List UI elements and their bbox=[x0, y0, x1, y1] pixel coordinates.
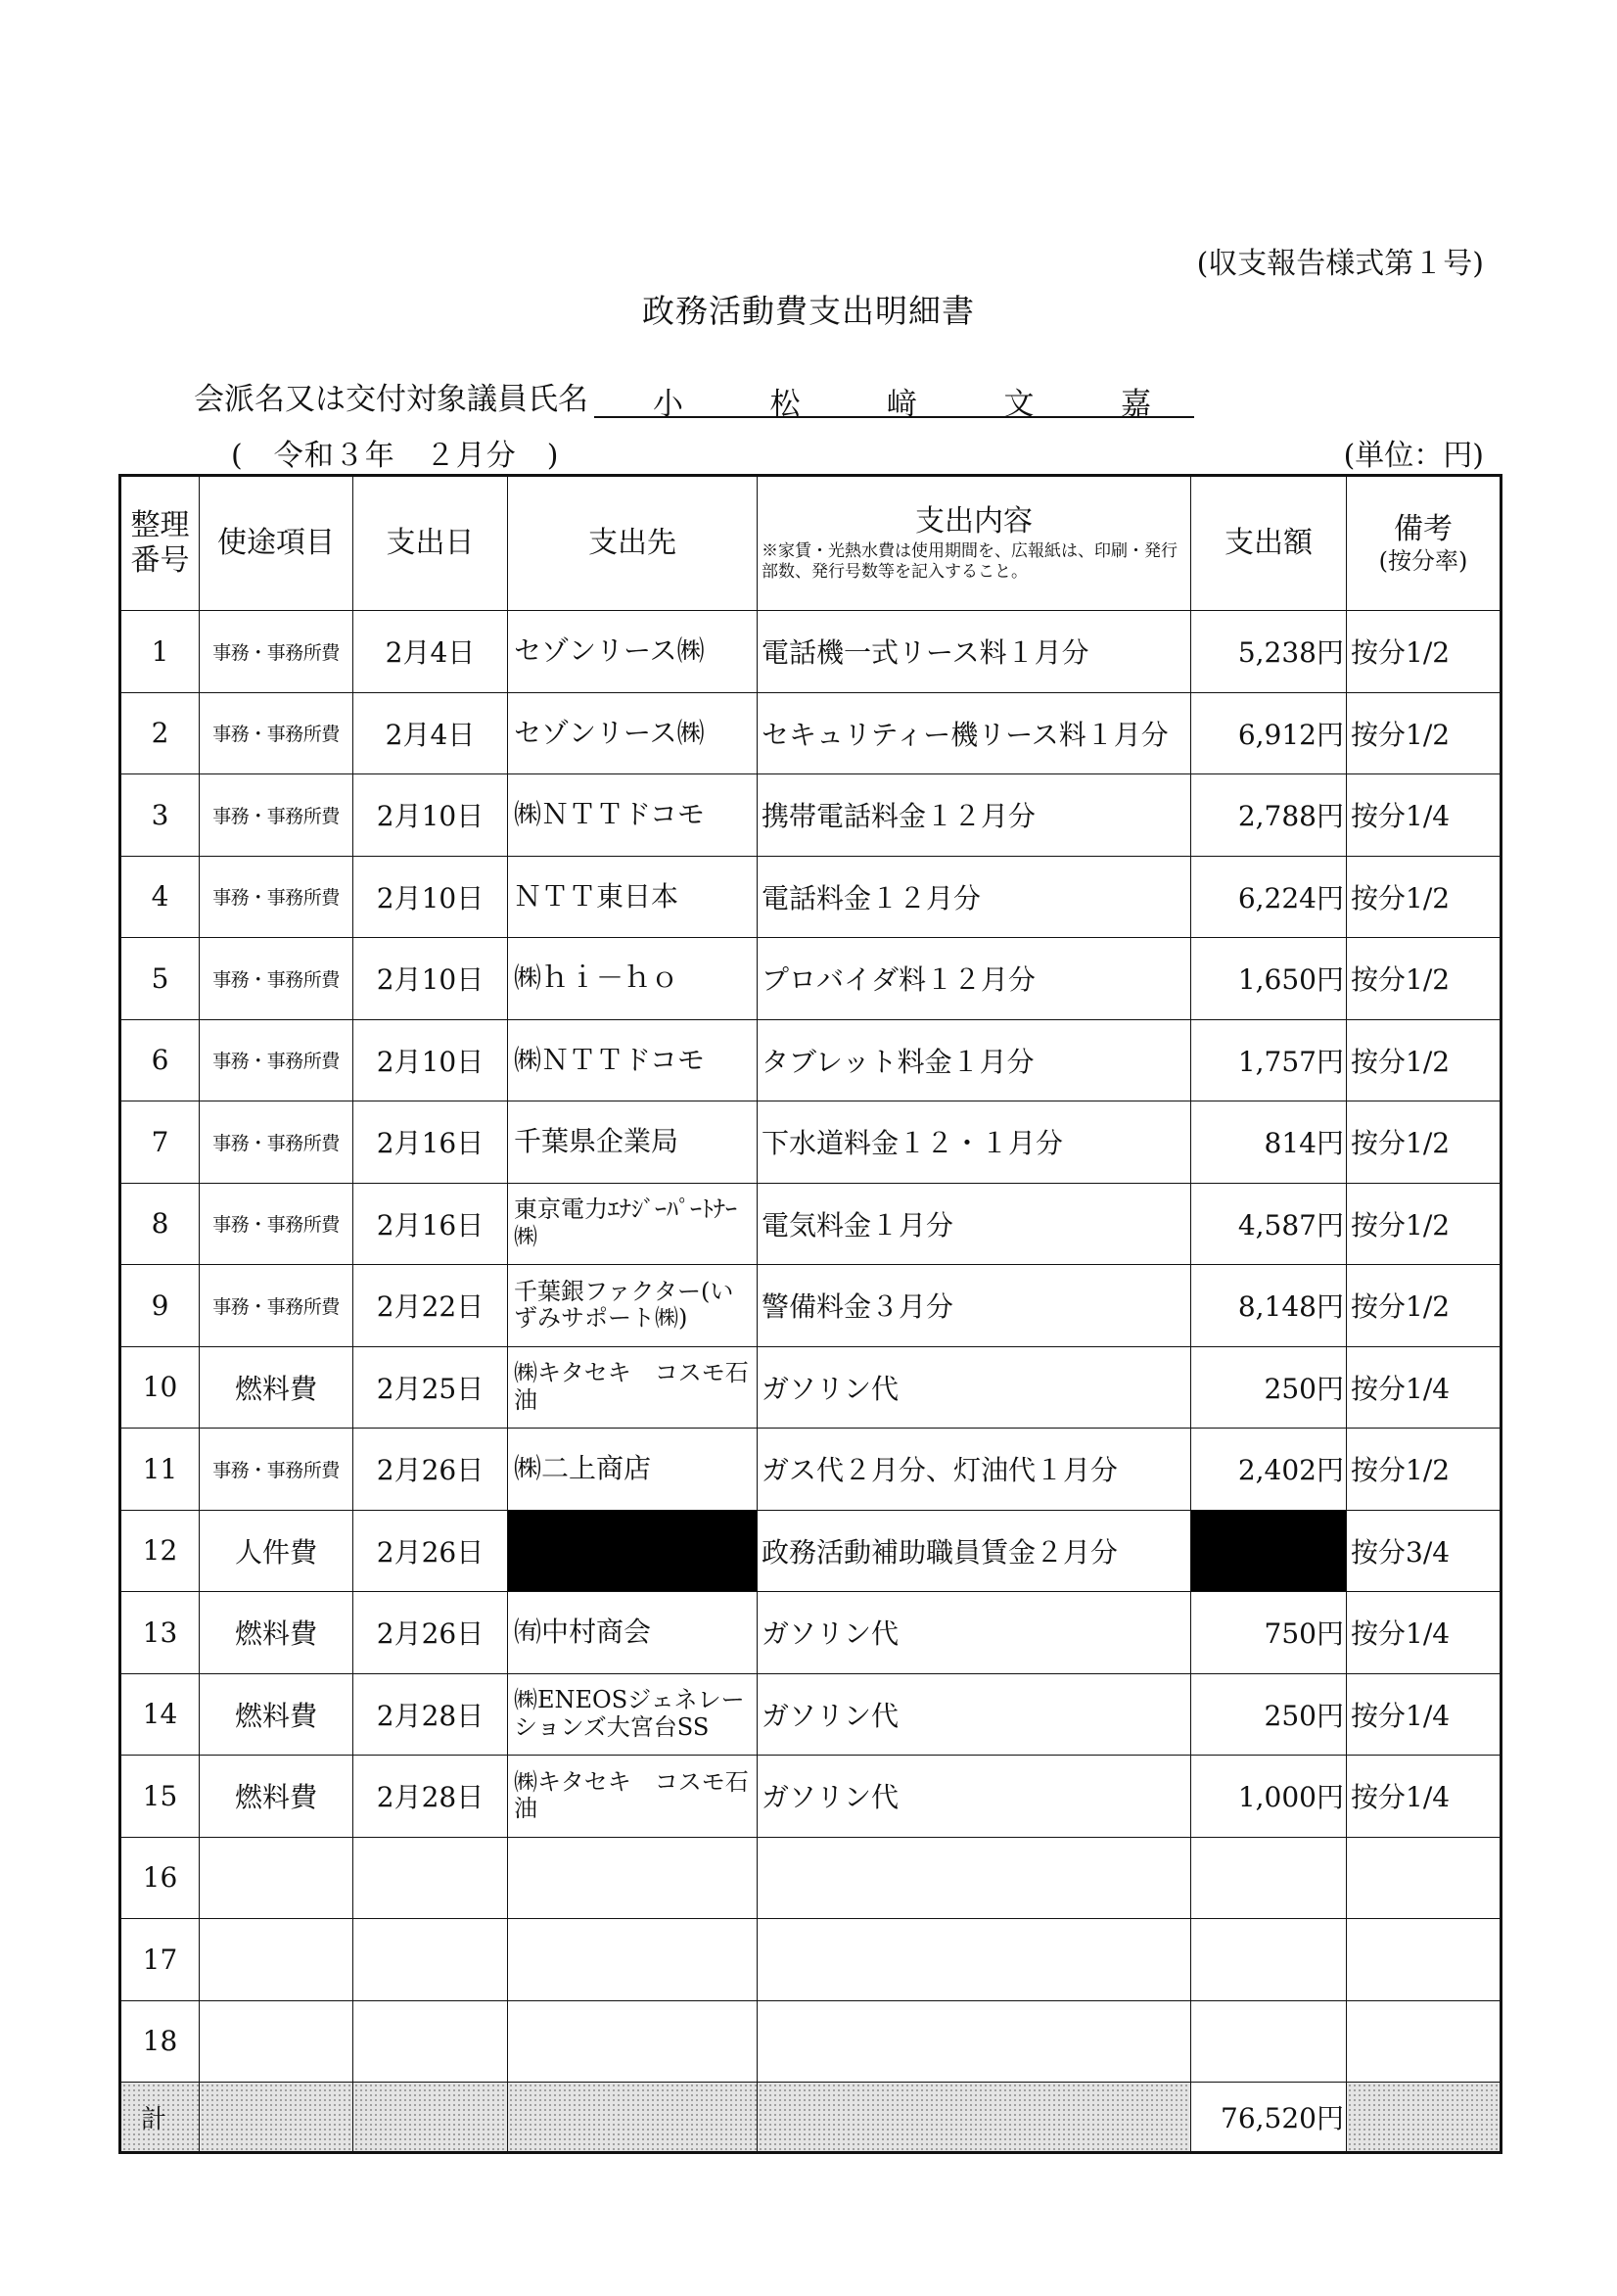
amount-cell: 1,650円 bbox=[1191, 938, 1347, 1020]
member-name-char: 文 bbox=[1003, 387, 1035, 422]
table-header-row bbox=[120, 476, 1502, 611]
header-remark-sub: (按分率) bbox=[1378, 546, 1468, 575]
row-number: 8 bbox=[120, 1183, 200, 1265]
purpose-cell: 燃料費 bbox=[200, 1592, 353, 1674]
payee-cell: セゾンリース㈱ bbox=[508, 611, 758, 693]
header-no: 整理番号 bbox=[120, 476, 200, 611]
purpose-cell: 事務・事務所費 bbox=[200, 1019, 353, 1101]
content-cell: 電気料金１月分 bbox=[758, 1183, 1191, 1265]
payee-cell: ㈱ENEOSジェネレーションズ大宮台SS bbox=[508, 1673, 758, 1756]
content-cell bbox=[758, 1837, 1191, 1919]
remark-cell: 按分1/2 bbox=[1347, 1019, 1502, 1101]
content-cell: 警備料金３月分 bbox=[758, 1265, 1191, 1347]
remark-cell: 按分1/2 bbox=[1347, 1101, 1502, 1184]
table-cell bbox=[353, 2083, 508, 2153]
remark-cell: 按分1/4 bbox=[1347, 1346, 1502, 1429]
total-amount: 76,520円 bbox=[1191, 2083, 1347, 2153]
unit-label: (単位：円) bbox=[1343, 439, 1484, 473]
content-cell: プロバイダ料１２月分 bbox=[758, 938, 1191, 1020]
total-row bbox=[120, 2083, 1502, 2153]
remark-cell: 按分3/4 bbox=[1347, 1510, 1502, 1592]
date-cell bbox=[353, 2000, 508, 2083]
content-cell: セキュリティー機リース料１月分 bbox=[758, 692, 1191, 774]
row-number: 9 bbox=[120, 1265, 200, 1347]
redacted-cell bbox=[1191, 1510, 1347, 1592]
row-number: 10 bbox=[120, 1346, 200, 1429]
row-number: 1 bbox=[120, 611, 200, 693]
date-cell: 2月10日 bbox=[353, 938, 508, 1020]
header-content-note: ※家賃・光熱水費は使用期間を、広報紙は、印刷・発行部数、発行号数等を記入すること。 bbox=[762, 540, 1178, 582]
row-number: 3 bbox=[120, 774, 200, 857]
payee-cell bbox=[508, 1919, 758, 2001]
remark-cell: 按分1/2 bbox=[1347, 938, 1502, 1020]
amount-cell: 1,000円 bbox=[1191, 1756, 1347, 1838]
remark-cell bbox=[1347, 1837, 1502, 1919]
table-row bbox=[120, 1756, 1502, 1838]
header-remark-label: 備考 bbox=[1394, 511, 1453, 546]
content-cell: 携帯電話料金１２月分 bbox=[758, 774, 1191, 857]
row-number: 17 bbox=[120, 1919, 200, 2001]
purpose-cell: 事務・事務所費 bbox=[200, 774, 353, 857]
form-number: (収支報告様式第１号) bbox=[1196, 247, 1484, 281]
row-number: 16 bbox=[120, 1837, 200, 1919]
content-cell: ガソリン代 bbox=[758, 1592, 1191, 1674]
payee-cell bbox=[508, 2000, 758, 2083]
table-row bbox=[120, 692, 1502, 774]
header-remark bbox=[1347, 476, 1502, 611]
table-row bbox=[120, 1019, 1502, 1101]
purpose-cell: 燃料費 bbox=[200, 1673, 353, 1756]
purpose-cell: 人件費 bbox=[200, 1510, 353, 1592]
row-number: 5 bbox=[120, 938, 200, 1020]
amount-cell bbox=[1191, 1837, 1347, 1919]
amount-cell bbox=[1191, 2000, 1347, 2083]
remark-cell: 按分1/4 bbox=[1347, 774, 1502, 857]
purpose-cell: 事務・事務所費 bbox=[200, 938, 353, 1020]
header-amount: 支出額 bbox=[1191, 476, 1347, 611]
remark-cell: 按分1/2 bbox=[1347, 611, 1502, 693]
table-row bbox=[120, 1510, 1502, 1592]
date-cell: 2月26日 bbox=[353, 1429, 508, 1511]
table-row bbox=[120, 2000, 1502, 2083]
row-number: 12 bbox=[120, 1510, 200, 1592]
date-cell: 2月10日 bbox=[353, 1019, 508, 1101]
header-purpose: 使途項目 bbox=[200, 476, 353, 611]
remark-cell: 按分1/4 bbox=[1347, 1756, 1502, 1838]
row-number: 18 bbox=[120, 2000, 200, 2083]
table-cell bbox=[1347, 2083, 1502, 2153]
purpose-cell bbox=[200, 2000, 353, 2083]
amount-cell: 1,757円 bbox=[1191, 1019, 1347, 1101]
purpose-cell: 事務・事務所費 bbox=[200, 856, 353, 938]
table-cell bbox=[508, 2083, 758, 2153]
remark-cell bbox=[1347, 1919, 1502, 2001]
header-date: 支出日 bbox=[353, 476, 508, 611]
date-cell: 2月26日 bbox=[353, 1592, 508, 1674]
date-cell: 2月28日 bbox=[353, 1756, 508, 1838]
remark-cell: 按分1/4 bbox=[1347, 1592, 1502, 1674]
amount-cell: 250円 bbox=[1191, 1673, 1347, 1756]
header-content-label: 支出内容 bbox=[915, 503, 1033, 539]
amount-cell: 6,912円 bbox=[1191, 692, 1347, 774]
payee-cell: ㈱キタセキ コスモ石油 bbox=[508, 1346, 758, 1429]
payee-cell bbox=[508, 1837, 758, 1919]
date-cell: 2月25日 bbox=[353, 1346, 508, 1429]
purpose-cell: 事務・事務所費 bbox=[200, 1429, 353, 1511]
content-cell: 電話料金１２月分 bbox=[758, 856, 1191, 938]
payee-cell: ＮＴＴ東日本 bbox=[508, 856, 758, 938]
payee-cell: セゾンリース㈱ bbox=[508, 692, 758, 774]
date-cell: 2月26日 bbox=[353, 1510, 508, 1592]
amount-cell: 814円 bbox=[1191, 1101, 1347, 1184]
member-name-char: 小 bbox=[653, 387, 683, 422]
payee-cell: ㈱キタセキ コスモ石油 bbox=[508, 1756, 758, 1838]
member-name-char: 松 bbox=[769, 387, 801, 422]
remark-cell: 按分1/2 bbox=[1347, 1429, 1502, 1511]
content-cell bbox=[758, 2000, 1191, 2083]
table-row bbox=[120, 611, 1502, 693]
content-cell: ガス代２月分、灯油代１月分 bbox=[758, 1429, 1191, 1511]
table-row bbox=[120, 1265, 1502, 1347]
date-cell: 2月16日 bbox=[353, 1183, 508, 1265]
table-row bbox=[120, 938, 1502, 1020]
total-label: 計 bbox=[120, 2083, 200, 2153]
header-payee: 支出先 bbox=[508, 476, 758, 611]
table-cell bbox=[200, 2083, 353, 2153]
amount-cell: 2,402円 bbox=[1191, 1429, 1347, 1511]
expense-table bbox=[118, 474, 1502, 2154]
table-row bbox=[120, 1101, 1502, 1184]
table-row bbox=[120, 774, 1502, 857]
member-name-row bbox=[194, 374, 1194, 422]
payee-cell: ㈱ＮＴＴドコモ bbox=[508, 1019, 758, 1101]
date-cell: 2月4日 bbox=[353, 611, 508, 693]
row-number: 13 bbox=[120, 1592, 200, 1674]
table-row bbox=[120, 1592, 1502, 1674]
purpose-cell bbox=[200, 1919, 353, 2001]
content-cell: タブレット料金１月分 bbox=[758, 1019, 1191, 1101]
purpose-cell: 燃料費 bbox=[200, 1756, 353, 1838]
date-cell bbox=[353, 1837, 508, 1919]
row-number: 2 bbox=[120, 692, 200, 774]
amount-cell: 6,224円 bbox=[1191, 856, 1347, 938]
table-row bbox=[120, 1183, 1502, 1265]
date-cell: 2月10日 bbox=[353, 856, 508, 938]
purpose-cell: 事務・事務所費 bbox=[200, 692, 353, 774]
content-cell: 下水道料金１２・１月分 bbox=[758, 1101, 1191, 1184]
date-cell: 2月28日 bbox=[353, 1673, 508, 1756]
row-number: 11 bbox=[120, 1429, 200, 1511]
payee-cell: ㈱二上商店 bbox=[508, 1429, 758, 1511]
amount-cell: 250円 bbox=[1191, 1346, 1347, 1429]
member-name bbox=[594, 379, 1194, 422]
remark-cell: 按分1/2 bbox=[1347, 1265, 1502, 1347]
member-name-label: 会派名又は交付対象議員氏名 bbox=[194, 382, 588, 417]
amount-cell: 8,148円 bbox=[1191, 1265, 1347, 1347]
remark-cell: 按分1/4 bbox=[1347, 1673, 1502, 1756]
amount-cell bbox=[1191, 1919, 1347, 2001]
date-cell: 2月22日 bbox=[353, 1265, 508, 1347]
purpose-cell: 事務・事務所費 bbox=[200, 611, 353, 693]
amount-cell: 2,788円 bbox=[1191, 774, 1347, 857]
row-number: 4 bbox=[120, 856, 200, 938]
payee-cell: ㈲中村商会 bbox=[508, 1592, 758, 1674]
date-cell: 2月16日 bbox=[353, 1101, 508, 1184]
table-row bbox=[120, 1673, 1502, 1756]
table-row bbox=[120, 1346, 1502, 1429]
remark-cell: 按分1/2 bbox=[1347, 1183, 1502, 1265]
content-cell bbox=[758, 1919, 1191, 2001]
header-content bbox=[758, 476, 1191, 611]
content-cell: ガソリン代 bbox=[758, 1756, 1191, 1838]
purpose-cell: 事務・事務所費 bbox=[200, 1183, 353, 1265]
purpose-cell: 燃料費 bbox=[200, 1346, 353, 1429]
content-cell: 政務活動補助職員賃金２月分 bbox=[758, 1510, 1191, 1592]
table-row bbox=[120, 1919, 1502, 2001]
purpose-cell: 事務・事務所費 bbox=[200, 1265, 353, 1347]
row-number: 7 bbox=[120, 1101, 200, 1184]
remark-cell: 按分1/2 bbox=[1347, 692, 1502, 774]
date-cell bbox=[353, 1919, 508, 2001]
remark-cell: 按分1/2 bbox=[1347, 856, 1502, 938]
row-number: 14 bbox=[120, 1673, 200, 1756]
payee-cell: ㈱ＮＴＴドコモ bbox=[508, 774, 758, 857]
date-cell: 2月10日 bbox=[353, 774, 508, 857]
content-cell: 電話機一式リース料１月分 bbox=[758, 611, 1191, 693]
purpose-cell bbox=[200, 1837, 353, 1919]
report-period: ( 令和３年 ２月分 ) bbox=[231, 439, 560, 473]
redacted-cell bbox=[508, 1510, 758, 1592]
amount-cell: 5,238円 bbox=[1191, 611, 1347, 693]
document-title: 政務活動費支出明細書 bbox=[642, 292, 975, 330]
payee-cell: 東京電力ｴﾅｼﾞｰﾊﾟｰﾄﾅｰ㈱ bbox=[508, 1183, 758, 1265]
row-number: 15 bbox=[120, 1756, 200, 1838]
amount-cell: 750円 bbox=[1191, 1592, 1347, 1674]
payee-cell: ㈱ｈｉ－ｈｏ bbox=[508, 938, 758, 1020]
amount-cell: 4,587円 bbox=[1191, 1183, 1347, 1265]
payee-cell: 千葉県企業局 bbox=[508, 1101, 758, 1184]
content-cell: ガソリン代 bbox=[758, 1673, 1191, 1756]
member-name-char: 﨑 bbox=[887, 387, 917, 422]
remark-cell bbox=[1347, 2000, 1502, 2083]
purpose-cell: 事務・事務所費 bbox=[200, 1101, 353, 1184]
table-row bbox=[120, 1837, 1502, 1919]
date-cell: 2月4日 bbox=[353, 692, 508, 774]
table-cell bbox=[758, 2083, 1191, 2153]
table-row bbox=[120, 856, 1502, 938]
content-cell: ガソリン代 bbox=[758, 1346, 1191, 1429]
member-name-char: 嘉 bbox=[1121, 387, 1151, 422]
row-number: 6 bbox=[120, 1019, 200, 1101]
payee-cell: 千葉銀ファクター(いずみサポート㈱) bbox=[508, 1265, 758, 1347]
table-row bbox=[120, 1429, 1502, 1511]
